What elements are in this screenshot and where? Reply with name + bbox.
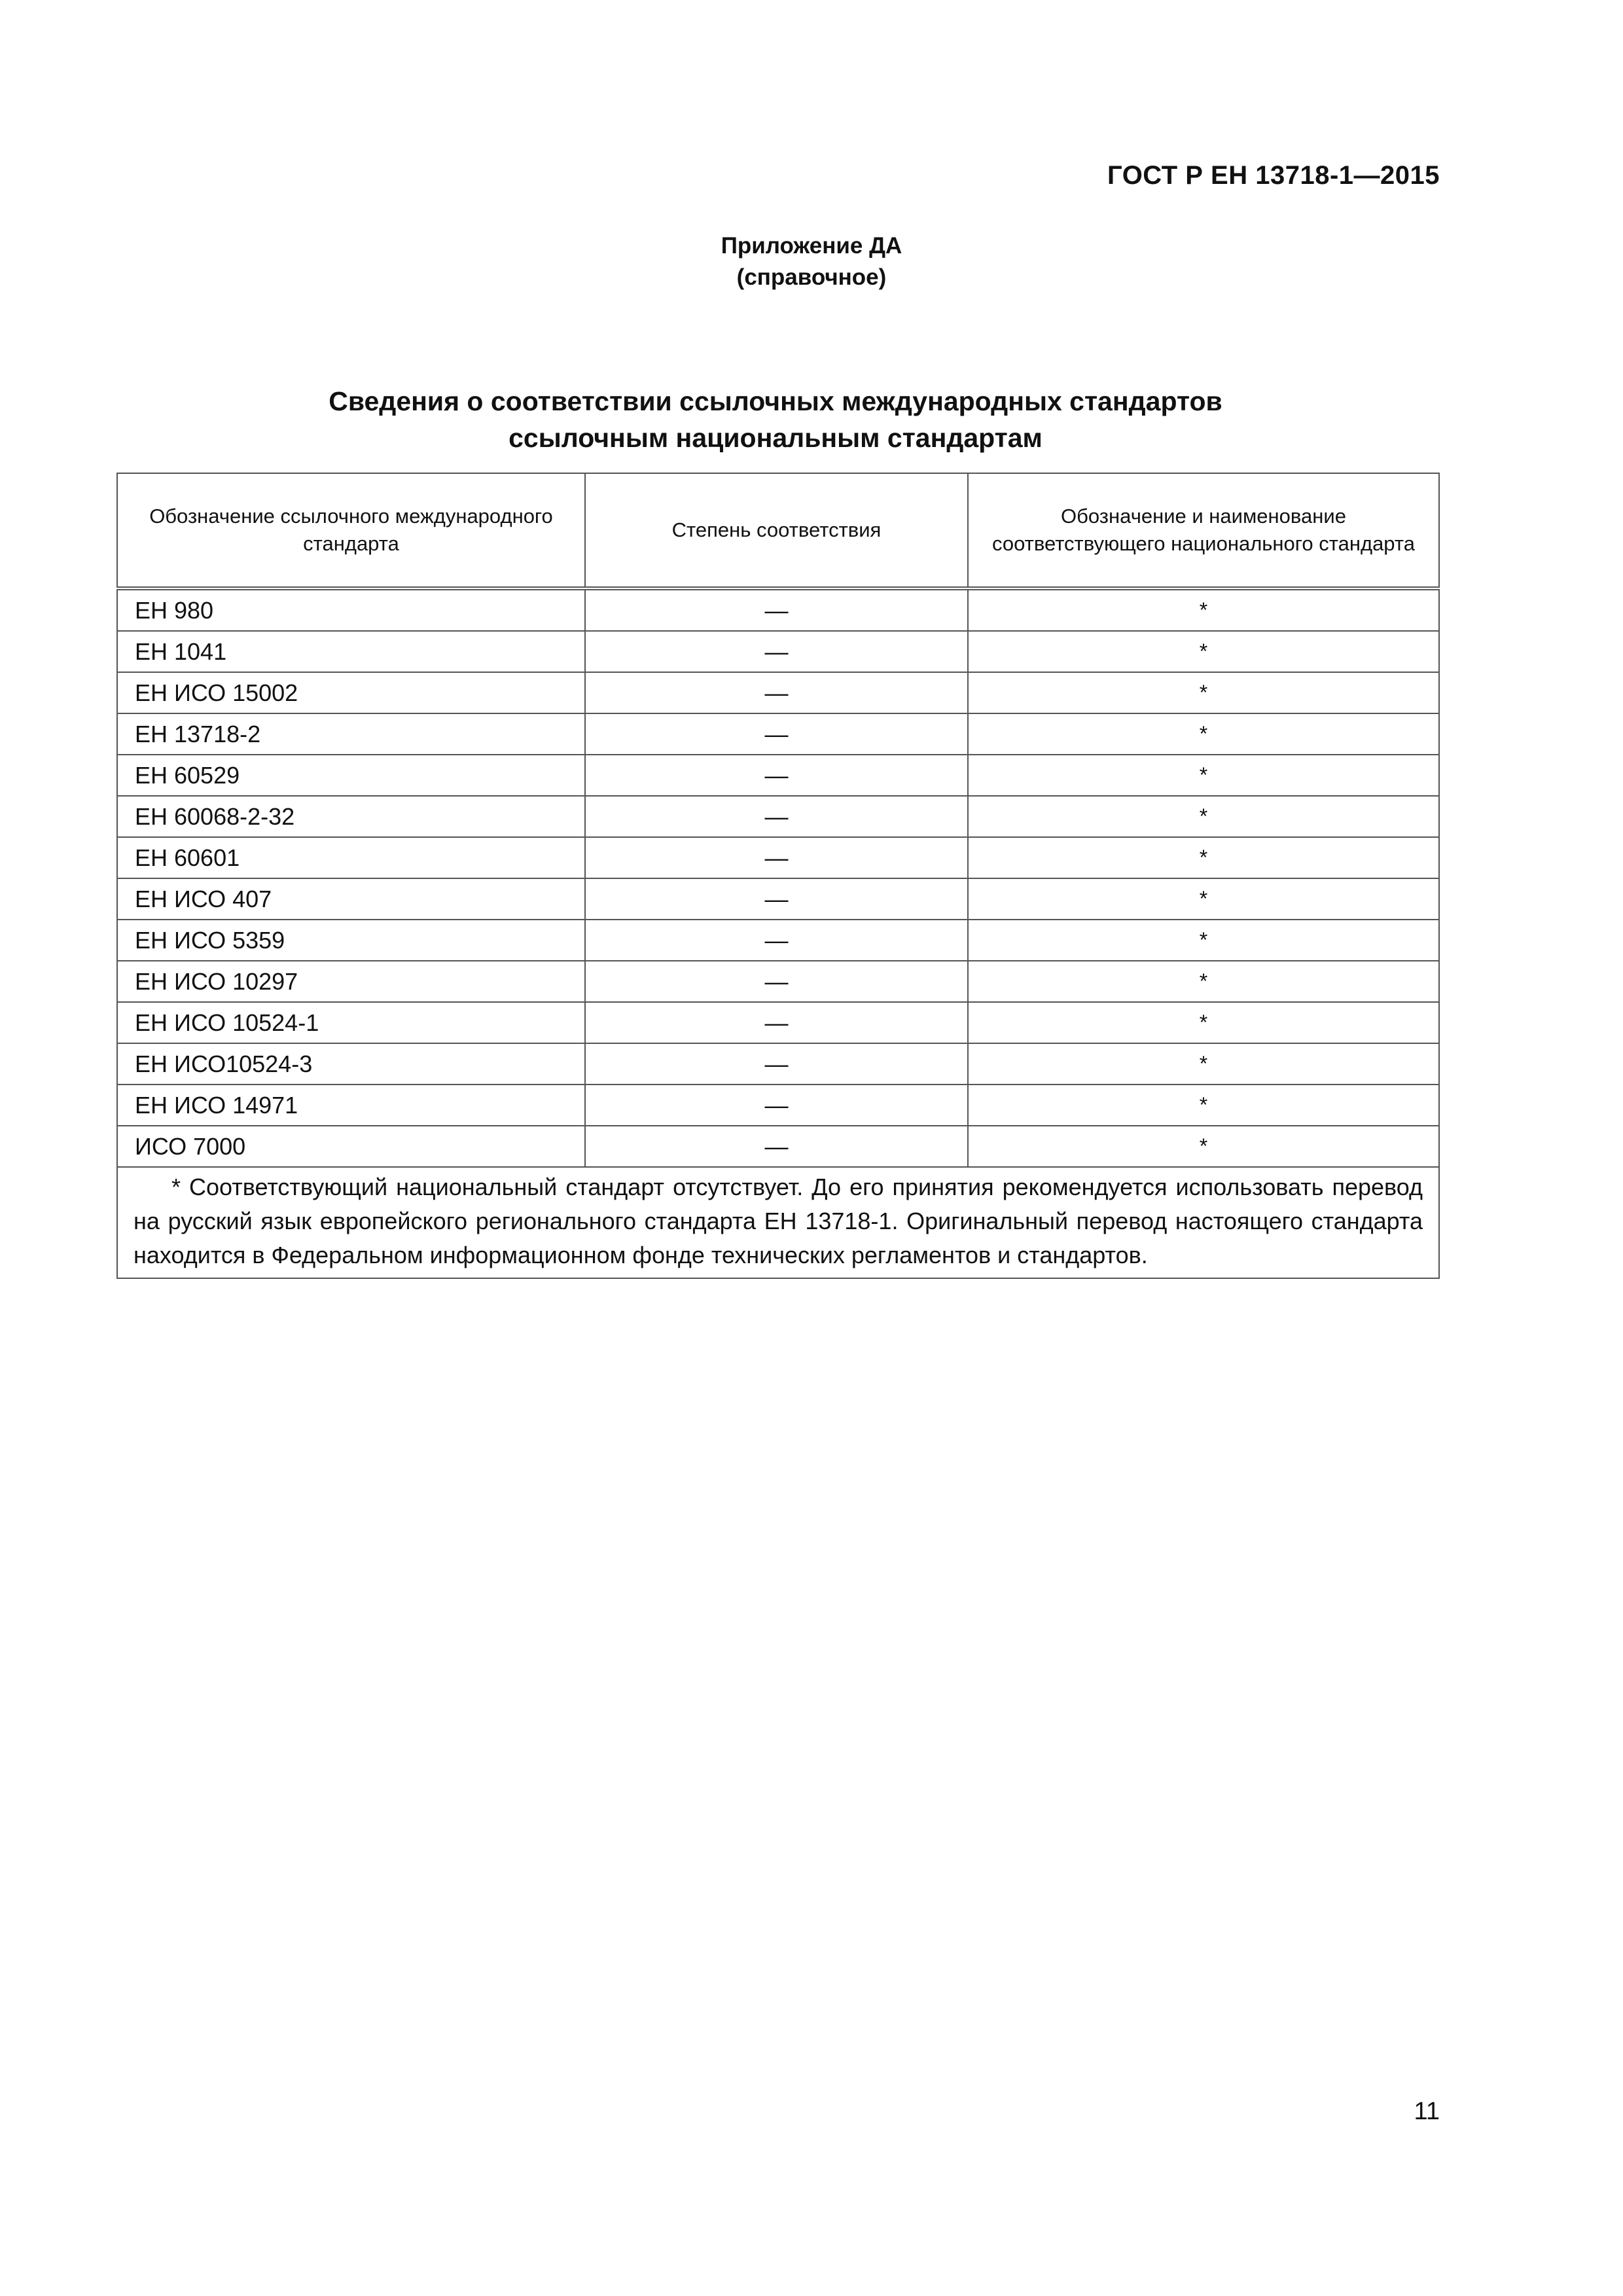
cell-international-standard: ЕН 60529 [117, 755, 585, 796]
table-row [117, 631, 1439, 672]
cell-degree: — [585, 588, 968, 631]
cell-degree: — [585, 961, 968, 1002]
cell-degree: — [585, 1002, 968, 1043]
cell-national-standard: * [968, 631, 1439, 672]
cell-national-standard: * [968, 1043, 1439, 1085]
cell-degree: — [585, 1085, 968, 1126]
cell-international-standard: ЕН 980 [117, 588, 585, 631]
cell-degree: — [585, 920, 968, 961]
cell-national-standard: * [968, 588, 1439, 631]
column-header-international-standard: Обозначение ссылочного международного стандарта [117, 473, 585, 588]
cell-degree: — [585, 713, 968, 755]
table-row [117, 755, 1439, 796]
table-body [117, 588, 1439, 1278]
cell-degree: — [585, 878, 968, 920]
cell-national-standard: * [968, 961, 1439, 1002]
cell-international-standard: ЕН ИСО10524-3 [117, 1043, 585, 1085]
cell-national-standard: * [968, 837, 1439, 878]
cell-international-standard: ЕН 1041 [117, 631, 585, 672]
table-row [117, 837, 1439, 878]
table-row [117, 1002, 1439, 1043]
table-row [117, 1043, 1439, 1085]
cell-degree: — [585, 796, 968, 837]
cell-international-standard: ИСО 7000 [117, 1126, 585, 1167]
column-header-national-standard: Обозначение и наименование соответствующего национального стандарта [968, 473, 1439, 588]
cell-national-standard: * [968, 1126, 1439, 1167]
cell-international-standard: ЕН 13718-2 [117, 713, 585, 755]
reference-standards-table [116, 473, 1440, 1279]
cell-international-standard: ЕН ИСО 407 [117, 878, 585, 920]
cell-national-standard: * [968, 920, 1439, 961]
column-header-degree: Степень соответствия [585, 473, 968, 588]
table-row [117, 672, 1439, 713]
cell-national-standard: * [968, 1085, 1439, 1126]
table-row [117, 1126, 1439, 1167]
cell-degree: — [585, 1043, 968, 1085]
cell-national-standard: * [968, 878, 1439, 920]
cell-national-standard: * [968, 796, 1439, 837]
section-title [0, 383, 1551, 456]
table-row [117, 713, 1439, 755]
cell-international-standard: ЕН ИСО 14971 [117, 1085, 585, 1126]
cell-national-standard: * [968, 755, 1439, 796]
table-row [117, 961, 1439, 1002]
page-number: 11 [1414, 2098, 1440, 2125]
table-header-row [117, 473, 1439, 588]
cell-degree: — [585, 755, 968, 796]
cell-national-standard: * [968, 672, 1439, 713]
table-note-row [117, 1167, 1439, 1278]
table-note: * Соответствующий национальный стандарт отсутствует. До его принятия рекомендуется использовать перевод на русский язык европейского регионального стандарта ЕН 13718-1. Оригинальный перевод настоящего стандарта находится в Федеральном информационном фонде технических регламентов и стандартов. [117, 1167, 1439, 1278]
cell-international-standard: ЕН 60601 [117, 837, 585, 878]
annex-type: (справочное) [736, 264, 887, 290]
cell-international-standard: ЕН ИСО 10297 [117, 961, 585, 1002]
annex-title: Приложение ДА [721, 233, 902, 259]
cell-international-standard: ЕН ИСО 15002 [117, 672, 585, 713]
section-title-line-2: ссылочным национальным стандартам [508, 423, 1043, 453]
cell-international-standard: ЕН ИСО 10524-1 [117, 1002, 585, 1043]
cell-degree: — [585, 837, 968, 878]
table-row [117, 1085, 1439, 1126]
cell-international-standard: ЕН 60068-2-32 [117, 796, 585, 837]
table-row [117, 920, 1439, 961]
annex-heading [0, 230, 1623, 293]
document-code: ГОСТ Р ЕН 13718-1—2015 [1107, 161, 1440, 190]
table-row [117, 796, 1439, 837]
cell-degree: — [585, 1126, 968, 1167]
cell-national-standard: * [968, 713, 1439, 755]
section-title-line-1: Сведения о соответствии ссылочных международных стандартов [329, 386, 1222, 416]
cell-international-standard: ЕН ИСО 5359 [117, 920, 585, 961]
table-row [117, 588, 1439, 631]
cell-degree: — [585, 672, 968, 713]
cell-degree: — [585, 631, 968, 672]
cell-national-standard: * [968, 1002, 1439, 1043]
table-row [117, 878, 1439, 920]
